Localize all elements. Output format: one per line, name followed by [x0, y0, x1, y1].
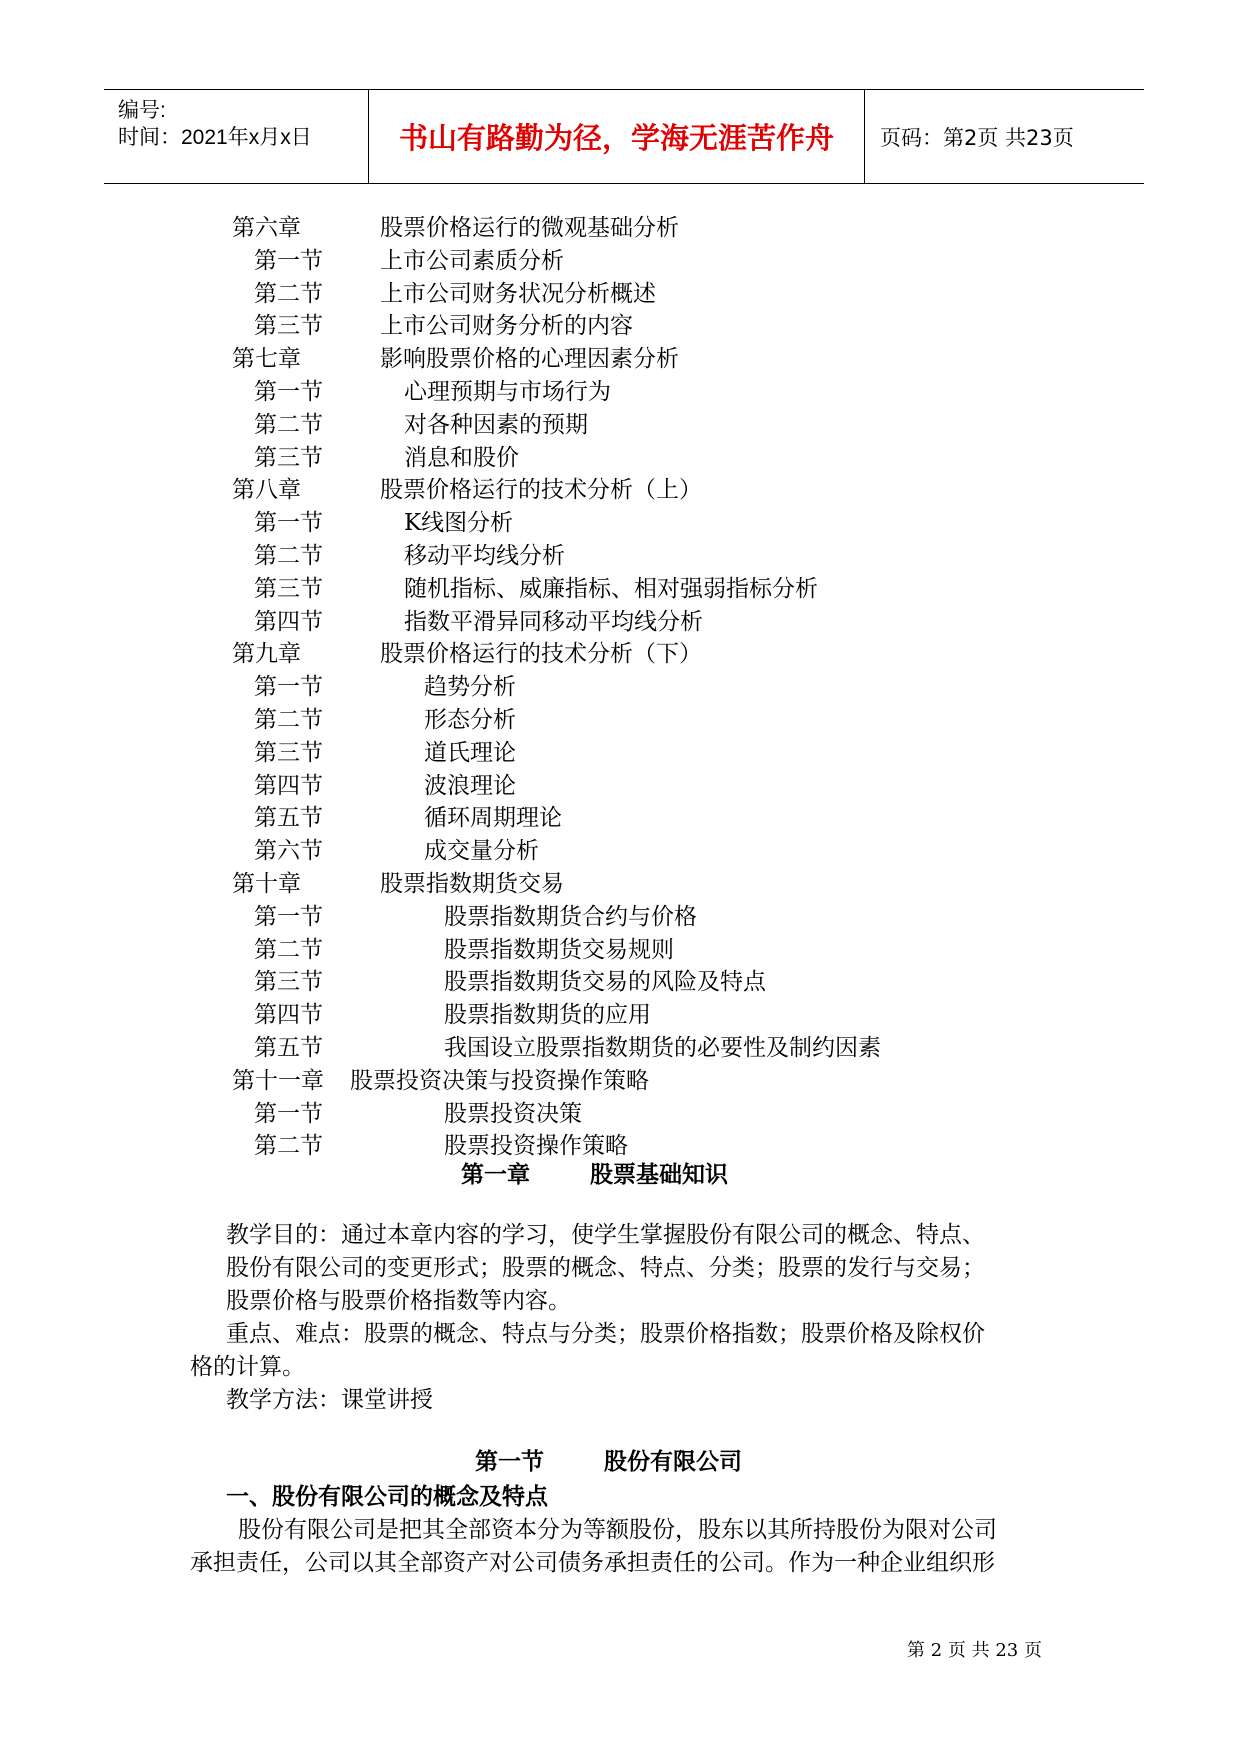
toc-title: 股票指数期货的应用 [444, 1002, 651, 1029]
toc-title: 指数平滑异同移动平均线分析 [404, 608, 703, 635]
toc-label: 第四节 [254, 608, 323, 635]
subheading: 一、股份有限公司的概念及特点 [226, 1484, 548, 1510]
toc-title: 对各种因素的预期 [404, 411, 588, 438]
toc-label: 第一节 [254, 903, 323, 930]
toc-title: 心理预期与市场行为 [404, 378, 611, 405]
toc-title: 形态分析 [424, 706, 516, 733]
toc-title: K线图分析 [404, 510, 514, 537]
document-number-label: 编号: [118, 99, 166, 122]
toc-label: 第二节 [254, 542, 323, 569]
toc-label: 第十一章 [232, 1067, 324, 1094]
toc-label: 第五节 [254, 805, 323, 832]
key-points-line-1: 重点、难点：股票的概念、特点与分类；股票价格指数；股票价格及除权价 [226, 1321, 985, 1347]
toc-title: 移动平均线分析 [404, 542, 565, 569]
toc-label: 第三节 [254, 739, 323, 766]
toc-label: 第三节 [254, 575, 323, 602]
toc-label: 第一节 [254, 247, 323, 274]
page-footer: 第 2 页 共 23 页 [907, 1640, 1042, 1661]
toc-label: 第一节 [254, 378, 323, 405]
toc-label: 第二节 [254, 411, 323, 438]
toc-title: 循环周期理论 [424, 805, 562, 832]
toc-label: 第四节 [254, 1002, 323, 1029]
toc-label: 第七章 [232, 346, 301, 373]
toc-title: 股票投资操作策略 [444, 1133, 628, 1160]
toc-label: 第一节 [254, 510, 323, 537]
toc-label: 第三节 [254, 444, 323, 471]
toc-title: 影响股票价格的心理因素分析 [380, 346, 679, 373]
toc-label: 第三节 [254, 313, 323, 340]
toc-title: 上市公司素质分析 [380, 247, 564, 274]
toc-title: 波浪理论 [424, 772, 516, 799]
toc-title: 成交量分析 [424, 838, 539, 865]
toc-title: 消息和股价 [404, 444, 519, 471]
toc-title: 股票指数期货交易规则 [444, 936, 674, 963]
objectives-line-2: 股份有限公司的变更形式；股票的概念、特点、分类；股票的发行与交易； [226, 1255, 985, 1281]
toc-label: 第二节 [254, 936, 323, 963]
key-points-line-2: 格的计算。 [190, 1354, 305, 1380]
objectives-line-3: 股票价格与股票价格指数等内容。 [226, 1288, 571, 1314]
toc-title: 股票投资决策与投资操作策略 [350, 1067, 649, 1094]
body-line-1: 股份有限公司是把其全部资本分为等额股份，股东以其所持股份为限对公司 [238, 1517, 997, 1543]
toc-label: 第五节 [254, 1034, 323, 1061]
toc-label: 第九章 [232, 641, 301, 668]
toc-label: 第二节 [254, 280, 323, 307]
toc-label: 第十章 [232, 870, 301, 897]
toc-label: 第三节 [254, 969, 323, 996]
toc-title: 上市公司财务分析的内容 [380, 313, 633, 340]
header-meta [104, 90, 369, 183]
toc-title: 股票指数期货交易的风险及特点 [444, 969, 766, 996]
section-heading [475, 1443, 742, 1476]
toc-title: 我国设立股票指数期货的必要性及制约因素 [444, 1034, 881, 1061]
toc-title: 上市公司财务状况分析概述 [380, 280, 656, 307]
toc-label: 第六章 [232, 215, 301, 241]
chapter-heading [461, 1156, 728, 1189]
toc-label: 第六节 [254, 838, 323, 865]
toc-label: 第一节 [254, 1100, 323, 1127]
teaching-method: 教学方法：课堂讲授 [226, 1387, 433, 1413]
toc-title: 道氏理论 [424, 739, 516, 766]
toc-title: 趋势分析 [424, 674, 516, 701]
toc-title: 股票指数期货合约与价格 [444, 903, 697, 930]
section-heading-label: 第一节 [475, 1449, 544, 1475]
toc-title: 随机指标、威廉指标、相对强弱指标分析 [404, 575, 818, 602]
toc-title: 股票价格运行的技术分析（下） [380, 641, 702, 668]
body-line-2: 承担责任，公司以其全部资产对公司债务承担责任的公司。作为一种企业组织形 [190, 1550, 995, 1576]
document-time-label: 时间：2021年x月x日 [118, 126, 312, 149]
toc-title: 股票指数期货交易 [380, 870, 564, 897]
toc-label: 第八章 [232, 477, 301, 504]
objectives-line-1: 教学目的：通过本章内容的学习，使学生掌握股份有限公司的概念、特点、 [226, 1222, 985, 1248]
toc-label: 第二节 [254, 1133, 323, 1160]
toc-label: 第一节 [254, 674, 323, 701]
toc-title: 股票价格运行的技术分析（上） [380, 477, 702, 504]
page-header [104, 89, 1144, 184]
header-motto: 书山有路勤为径，学海无涯苦作舟 [369, 90, 865, 183]
chapter-heading-label: 第一章 [461, 1162, 530, 1188]
toc-title: 股票价格运行的微观基础分析 [380, 215, 679, 241]
chapter-heading-title: 股票基础知识 [590, 1162, 729, 1188]
section-heading-title: 股份有限公司 [604, 1449, 743, 1475]
toc-label: 第二节 [254, 706, 323, 733]
toc-label: 第四节 [254, 772, 323, 799]
header-page-number: 页码：第2页 共23页 [880, 125, 1074, 150]
toc-title: 股票投资决策 [444, 1100, 582, 1127]
